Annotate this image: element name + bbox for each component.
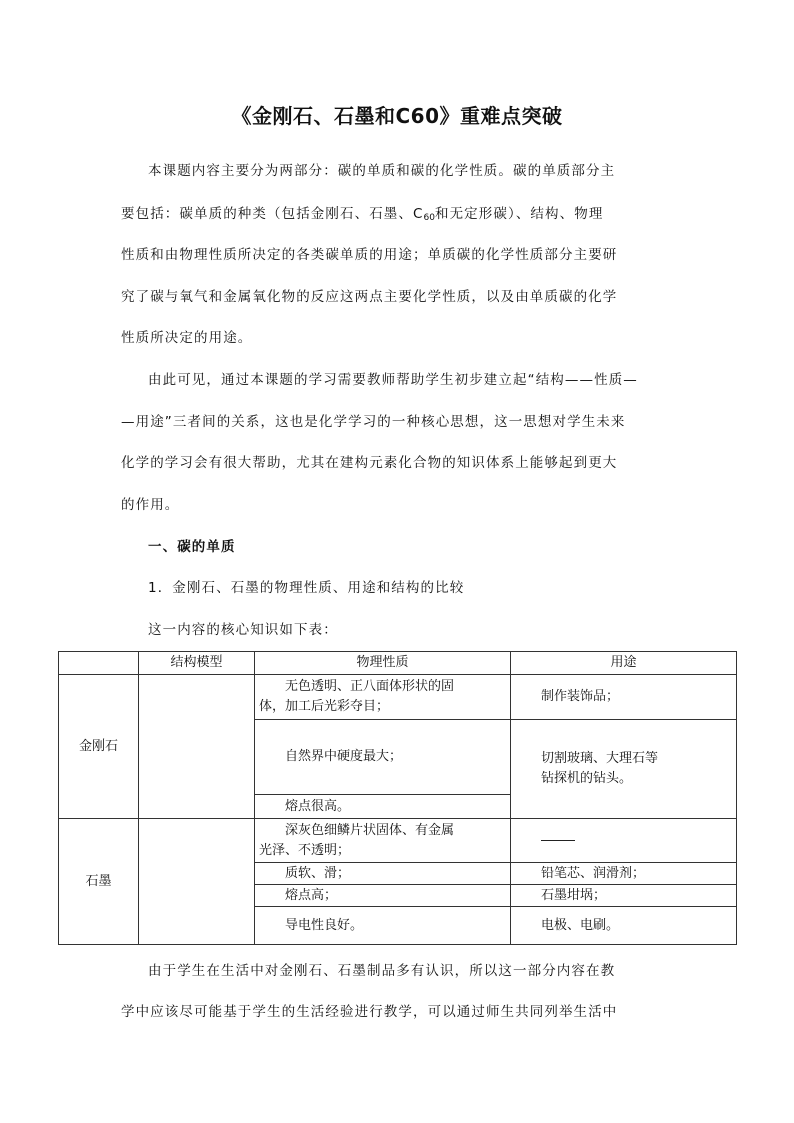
- graphite-prop-2-text: 质软、滑；: [285, 865, 351, 881]
- c60-subscript: 60: [423, 213, 435, 223]
- table-row: [59, 819, 737, 863]
- para2-line-2: —用途”三者间的关系，这也是化学学习的一种核心思想，这一思想对学生未来: [121, 414, 626, 430]
- table-intro: 这一内容的核心知识如下表：: [148, 622, 338, 638]
- table-header-row: [59, 652, 737, 675]
- section-heading: 一、碳的单质: [148, 539, 236, 555]
- diamond-use-1-text: 制作装饰品；: [541, 689, 620, 704]
- graphite-use-3-text: 石墨坩埚；: [541, 887, 607, 903]
- document-title: 《金刚石、石墨和C60》重难点突破: [231, 104, 563, 128]
- graphite-prop-4: [255, 907, 511, 945]
- table-row: [59, 675, 737, 720]
- diamond-use-2-b: 钻探机的钻头。: [541, 771, 633, 786]
- diamond-prop-3-text: 熔点很高。: [285, 798, 351, 814]
- empty-dash: [541, 840, 575, 841]
- diamond-prop-3: [255, 795, 511, 819]
- graphite-prop-3: [255, 885, 511, 907]
- comparison-table: [58, 651, 737, 945]
- para3-line-2: 学中应该尽可能基于学生的生活经验进行教学，可以通过师生共同列举生活中: [121, 1004, 618, 1020]
- header-empty: [59, 652, 139, 675]
- intro-line-3: 性质和由物理性质所决定的各类碳单质的用途；单质碳的化学性质部分主要研: [121, 247, 618, 263]
- intro-line-5: 性质所决定的用途。: [121, 330, 253, 346]
- graphite-name: 石墨: [59, 819, 139, 945]
- diamond-prop-1-b: 体，加工后光彩夺目；: [259, 699, 390, 714]
- header-physical-properties: 物理性质: [255, 652, 511, 675]
- graphite-prop-1: [255, 819, 511, 863]
- para2-line-4: 的作用。: [121, 497, 180, 513]
- graphite-use-4-text: 电极、电刷。: [541, 917, 620, 933]
- diamond-use-2-a: 切割玻璃、大理石等: [541, 751, 659, 766]
- graphite-prop-1-a: 深灰色细鳞片状固体、有金属: [285, 822, 455, 838]
- intro-line-2: [121, 205, 677, 227]
- diamond-structure-model: [139, 675, 255, 819]
- diamond-use-1: [511, 675, 737, 720]
- diamond-prop-2: [255, 720, 511, 795]
- graphite-prop-4-text: 导电性良好。: [285, 917, 364, 933]
- graphite-structure-model: [139, 819, 255, 945]
- intro-line-2-a: 要包括：碳单质的种类（包括金刚石、石墨、C: [121, 206, 424, 222]
- para2-line-1: 由此可见，通过本课题的学习需要教师帮助学生初步建立起“结构——性质—: [148, 372, 638, 388]
- diamond-name: 金刚石: [59, 675, 139, 819]
- graphite-prop-1-b: 光泽、不透明；: [259, 842, 351, 858]
- intro-line-4: 究了碳与氧气和金属氧化物的反应这两点主要化学性质，以及由单质碳的化学: [121, 289, 618, 305]
- para3-line-1: 由于学生在生活中对金刚石、石墨制品多有认识，所以这一部分内容在教: [148, 963, 616, 979]
- header-structure-model: 结构模型: [139, 652, 255, 675]
- intro-line-2-b: 和无定形碳）、结构、物理: [434, 206, 604, 222]
- graphite-prop-2: [255, 863, 511, 885]
- para2-line-3: 化学的学习会有很大帮助，尤其在建构元素化合物的知识体系上能够起到更大: [121, 455, 618, 471]
- header-uses: 用途: [511, 652, 737, 675]
- diamond-use-2: [511, 720, 737, 819]
- graphite-use-1: [511, 819, 737, 863]
- diamond-prop-2-text: 自然界中硬度最大；: [285, 749, 403, 764]
- intro-line-1: 本课题内容主要分为两部分：碳的单质和碳的化学性质。碳的单质部分主: [148, 163, 616, 179]
- graphite-use-4: [511, 907, 737, 945]
- graphite-use-2-text: 铅笔芯、润滑剂；: [541, 865, 646, 881]
- diamond-prop-1: [255, 675, 511, 720]
- subsection-heading: 1．金刚石、石墨的物理性质、用途和结构的比较: [148, 580, 465, 596]
- graphite-use-2: [511, 863, 737, 885]
- graphite-use-3: [511, 885, 737, 907]
- diamond-prop-1-a: 无色透明、正八面体形状的固: [285, 679, 455, 694]
- graphite-prop-3-text: 熔点高；: [285, 887, 338, 903]
